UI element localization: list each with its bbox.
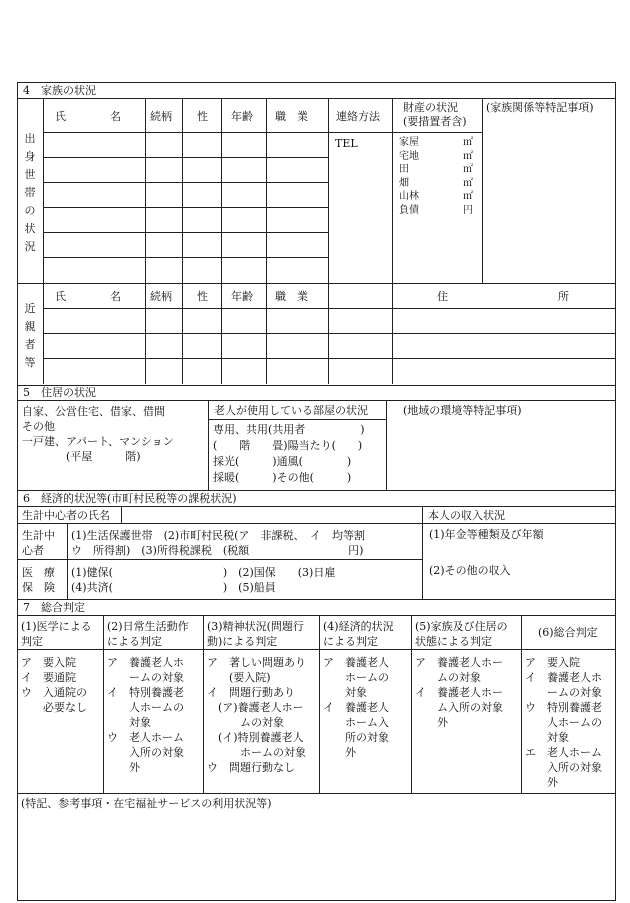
rel-col-name-header: 氏 名 (55, 290, 121, 303)
divider (43, 308, 615, 309)
remarks-label: (特記、参考事項・在宅福祉サービスの利用状況等) (21, 797, 272, 810)
asset-label: 宅地 (399, 150, 419, 162)
earner-label: 生計中 心者 (22, 529, 55, 557)
tel-label: TEL (335, 137, 358, 150)
divider (17, 506, 615, 507)
asset-unit: ㎡ (463, 191, 473, 202)
judgement-body-family-housing: ア 養護老人ホー ムの対象 イ 養護老人ホー ム入所の対象 外 (415, 656, 503, 729)
col-name-header: 氏 名 (55, 110, 121, 123)
asset-unit: ㎡ (463, 150, 473, 162)
divider (17, 523, 615, 524)
rel-col-address-header: 住 所 (437, 290, 569, 303)
divider (221, 98, 222, 384)
divider (422, 506, 423, 599)
room-status-details: 専用、共用(共用者 ) ( 階 畳)陽当たり( ) 採光( )通風( ) 採暖( )その他( ) (213, 423, 365, 484)
area-notes-label: (地域の環境等特記事項) (403, 404, 522, 417)
medical-insurance-label: 医 療 保 険 (22, 566, 55, 594)
family-section-title: 4 家族の状況 (23, 84, 96, 97)
divider (43, 333, 615, 334)
divider (103, 615, 104, 793)
divider (121, 506, 122, 523)
divider (145, 98, 146, 384)
divider (43, 207, 328, 208)
asset-unit: ㎡ (463, 164, 473, 175)
judgement-header-medical: (1)医学による 判定 (21, 620, 92, 648)
divider (208, 419, 386, 420)
asset-label: 負債 (399, 204, 419, 216)
divider (43, 182, 328, 183)
divider (182, 98, 183, 384)
divider (43, 358, 615, 359)
earner-name-label: 生計中心者の氏名 (22, 509, 110, 522)
divider (482, 98, 483, 283)
divider (203, 615, 204, 793)
divider (43, 232, 328, 233)
rel-col-sex-header: 性 (197, 290, 208, 303)
divider (43, 257, 328, 258)
room-status-title: 老人が使用している部屋の状況 (214, 404, 368, 417)
col-assets-header: 財産の状況 (要措置者含) (403, 101, 467, 128)
origin-household-label: 出身世帯の状況 (24, 132, 36, 253)
divider (328, 98, 329, 384)
divider (521, 615, 522, 793)
divider (17, 615, 615, 616)
divider (17, 98, 615, 99)
divider (17, 559, 422, 560)
asset-label: 田 (399, 164, 409, 175)
asset-unit: ㎡ (463, 137, 473, 148)
divider (411, 615, 412, 793)
asset-unit: ㎡ (463, 177, 473, 189)
medical-insurance-options: (1)健保( ) (2)国保 (3)日雇 (4)共済( ) (5)船員 (71, 566, 336, 594)
divider (392, 98, 393, 384)
asset-unit: 円 (463, 204, 473, 216)
housing-section-title: 5 住居の状況 (23, 386, 96, 399)
family-section (17, 82, 616, 386)
divider (17, 649, 615, 650)
judgement-section-title: 7 総合判定 (23, 601, 85, 614)
divider (43, 98, 44, 384)
judgement-body-adl: ア 養護老人ホ ームの対象 イ 特別養護老 人ホームの 対象 ウ 老人ホーム 入所の対象 外 (107, 656, 184, 774)
col-job-header: 職 業 (275, 110, 308, 123)
col-relation-header: 続柄 (150, 110, 172, 123)
col-contact-header: 連絡方法 (336, 110, 380, 123)
judgement-body-mental: ア 著しい問題あり (要入院) イ 問題行動あり (ア)養護老人ホー ムの対象 (イ)特別養護老人 ホームの対象 ウ 問題行動なし (207, 656, 306, 774)
divider (386, 400, 387, 490)
divider (43, 157, 328, 158)
asset-label: 山林 (399, 191, 419, 202)
judgement-header-adl: (2)日常生活動作 による判定 (107, 620, 189, 648)
col-sex-header: 性 (197, 110, 208, 123)
divider (17, 283, 615, 284)
housing-types: 自家、公営住宅、借家、借間 その他 一戸建、アパート、マンション (平屋 階) (22, 405, 174, 463)
asset-label: 家屋 (399, 137, 419, 148)
judgement-header-economic: (4)経済的状況 による判定 (323, 620, 394, 648)
family-notes-label: (家族関係等特記事項) (486, 101, 594, 114)
judgement-body-overall: ア 要入院 イ 養護老人ホ ームの対象 ウ 特別養護老 人ホームの 対象 エ 老人ホーム 入所の対象 外 (525, 656, 602, 789)
divider (17, 400, 615, 401)
rel-col-age-header: 年齢 (231, 290, 253, 303)
economy-section-title: 6 経済的状況等(市町村民税等の課税状況) (23, 492, 237, 505)
col-age-header: 年齢 (231, 110, 253, 123)
divider (67, 523, 68, 599)
divider (266, 98, 267, 384)
relatives-label: 近親者等 (24, 302, 36, 369)
rel-col-relation-header: 続柄 (150, 290, 172, 303)
income-item-pension: (1)年金等種類及び年額 (429, 528, 544, 541)
income-item-other: (2)その他の収入 (429, 564, 511, 577)
divider (208, 400, 209, 490)
rel-col-job-header: 職 業 (275, 290, 308, 303)
judgement-header-overall: (6)総合判定 (538, 626, 598, 639)
divider (17, 793, 615, 794)
asset-label: 畑 (399, 177, 409, 189)
earner-tax-status: (1)生活保護世帯 (2)市町村民税(ア 非課税、 イ 均等割 ウ 所得割) (3)所得税課税 (税額 円) (71, 529, 365, 557)
judgement-body-medical: ア 要入院 イ 要通院 ウ 入通院の 必要なし (21, 656, 87, 714)
judgement-body-economic: ア 養護老人 ホームの 対象 イ 養護老人 ホーム入 所の対象 外 (323, 656, 389, 759)
income-status-title: 本人の収入状況 (428, 509, 505, 522)
judgement-header-family-housing: (5)家族及び住居の 状態による判定 (415, 620, 508, 648)
divider (43, 132, 482, 133)
divider (319, 615, 320, 793)
judgement-header-mental: (3)精神状況(問題行 動)による判定 (207, 620, 304, 648)
